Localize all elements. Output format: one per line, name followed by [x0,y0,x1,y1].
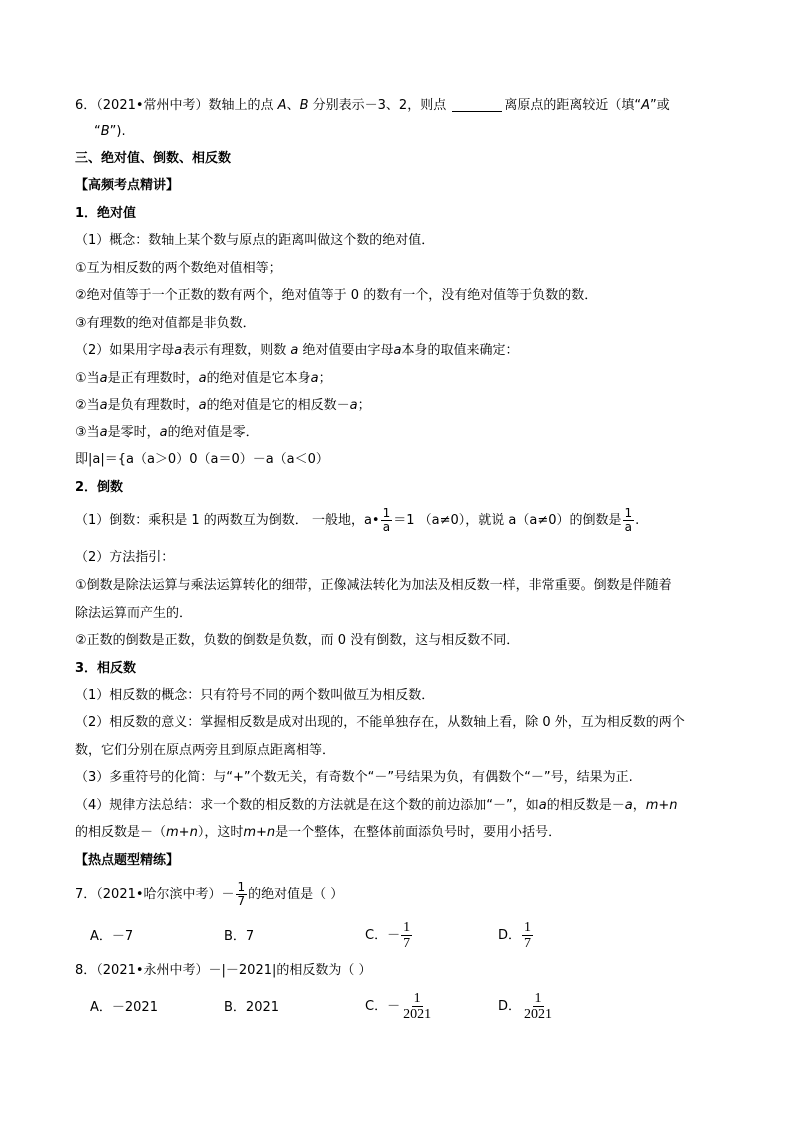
answer-blank[interactable] [452,97,502,112]
paragraph [75,797,678,815]
paragraph: （3）多重符号的化简：与“+”个数无关，有奇数个“－”号结果为负，有偶数个“－”号，结果为正. [75,770,633,785]
text: 是一个整体，在整体前面添负号时，要用小括号． [275,825,562,840]
fraction [401,991,433,1022]
text: ③当 [75,425,100,440]
text: C．－ [365,999,401,1014]
topic-heading: 2．倒数 [75,480,124,495]
text: 的绝对值是它的相反数－ [206,398,350,413]
var: a [198,398,207,413]
var: m+n [243,825,276,840]
text: 表示有理数，则数 [182,343,287,358]
var: a [290,343,299,358]
text: 的绝对值是零． [167,425,259,440]
fraction [623,507,635,534]
var: a [174,343,183,358]
q6-var: B [100,124,110,139]
q8-option-d[interactable] [498,990,555,1024]
fraction [522,991,554,1022]
q6-text: 、 [286,98,300,113]
fraction [401,920,412,951]
numerator: 1 [382,506,391,520]
q6-var: A [641,98,650,113]
paragraph [75,424,259,442]
reciprocal-definition [75,506,639,536]
subsection-heading: 【高频考点精讲】 [75,178,180,193]
denominator: a [382,520,391,534]
denominator: 2021 [403,1007,432,1022]
paragraph: ①倒数是除法运算与乘法运算转化的细带，正像减法转化为加法及相反数一样，非常重要。倒数是伴随着 [75,578,672,593]
var: a [393,343,402,358]
q6-var: A [277,98,287,113]
var: m+n [645,798,678,813]
text: （1）倒数：乘积是 1 的两数互为倒数． 一般地， [75,513,364,528]
var: a [159,425,168,440]
text: 的相反数是－（ [75,825,167,840]
denominator: 2021 [524,1007,553,1022]
paragraph [75,824,561,842]
paragraph: （2）相反数的意义：掌握相反数是成对出现的，不能单独存在，从数轴上看，除 0 外，互为相反数的两个 [75,715,685,730]
q8-option-b[interactable]: B．2021 [224,1000,280,1015]
text: ， [632,798,646,813]
paragraph: （1）概念：数轴上某个数与原点的距离叫做这个数的绝对值． [75,233,435,248]
q6-line1 [75,97,670,115]
text: ； [357,398,371,413]
fraction [522,920,533,951]
q6-var: B [299,98,309,113]
text: 是零时， [107,425,160,440]
abs-formula: 即|a|＝{a（a＞0）0（a＝0）－a（a＜0） [75,452,329,467]
q8-option-c[interactable] [365,990,434,1024]
text: （2）如果用字母 [75,343,175,358]
paragraph: 除法运算而产生的． [75,606,193,621]
fraction [236,881,248,908]
var: a [310,371,319,386]
text: ①当 [75,371,100,386]
var: a [624,798,633,813]
topic-heading: 3．相反数 [75,661,137,676]
text: . [635,513,640,528]
paragraph: ②绝对值等于一个正数的数有两个，绝对值等于 0 的数有一个，没有绝对值等于负数的数． [75,288,598,303]
paragraph: （2）方法指引： [75,550,175,565]
q7-option-b[interactable]: B．7 [224,929,255,944]
paragraph [75,370,332,388]
numerator: 1 [624,506,633,520]
paragraph: ③有理数的绝对值都是非负数． [75,316,256,331]
text: D． [498,999,522,1014]
denominator: 7 [524,936,532,951]
var: a [99,398,108,413]
numerator: 1 [403,920,411,935]
text: D． [498,928,522,943]
numerator: 1 [413,991,421,1006]
q6-text: 6．（2021•常州中考）数轴上的点 [75,98,274,113]
text: 7．（2021•哈尔滨中考）－ [75,887,235,902]
numerator: 1 [534,991,542,1006]
q7-option-c[interactable] [365,919,413,953]
q6-text: ”). [109,124,126,139]
topic-heading: 1．绝对值 [75,206,137,221]
subsection-heading: 【热点题型精练】 [75,853,180,868]
text: 是负有理数时， [107,398,199,413]
var: a [538,798,547,813]
text: ＝1 （a≠0），就说 a（a≠0）的倒数是 [393,513,622,528]
q6-text: 分别表示－3、2，则点 [312,98,447,113]
var: a [99,425,108,440]
text: 的绝对值是（ ） [248,887,344,902]
q6-line2 [94,123,126,141]
text: 是正有理数时， [107,371,199,386]
text: ②当 [75,398,100,413]
paragraph [75,342,519,360]
q8-option-a[interactable]: A．－2021 [90,1000,158,1015]
q6-text: 离原点的距离较近（填“ [504,98,642,113]
text: 的相反数是－ [546,798,625,813]
q7-option-a[interactable]: A．－7 [90,929,134,944]
paragraph: 数，它们分别在原点两旁且到原点距离相等． [75,743,336,758]
text: 绝对值要由字母 [302,343,394,358]
text: ），这时 [197,825,244,840]
text: 的绝对值是它本身 [206,371,311,386]
q6-text: ”或 [650,98,670,113]
fraction [381,507,393,534]
var: m+n [166,825,198,840]
var: a [99,371,108,386]
numerator: 1 [237,880,246,894]
var: a [349,398,358,413]
q7-stem [75,878,343,912]
text: 本身的取值来确定： [401,343,519,358]
denominator: 7 [237,894,246,908]
text: a• [363,513,380,528]
text: （4）规律方法总结：求一个数的相反数的方法就是在这个数的前边添加“－”，如 [75,798,539,813]
paragraph: ①互为相反数的两个数绝对值相等； [75,261,282,276]
section-heading: 三、绝对值、倒数、相反数 [75,151,232,166]
var: a [198,371,207,386]
q6-text: “ [94,124,101,139]
numerator: 1 [524,920,532,935]
q7-option-d[interactable] [498,919,534,953]
paragraph [75,397,371,415]
paragraph: ②正数的倒数是正数，负数的倒数是负数，而 0 没有倒数，这与相反数不同． [75,633,520,648]
text: C．－ [365,928,401,943]
denominator: 7 [403,936,411,951]
text: ； [318,371,332,386]
denominator: a [624,520,632,534]
q8-stem: 8．（2021•永州中考）－|－2021|的相反数为（ ） [75,963,372,978]
paragraph: （1）相反数的概念：只有符号不同的两个数叫做互为相反数． [75,688,435,703]
